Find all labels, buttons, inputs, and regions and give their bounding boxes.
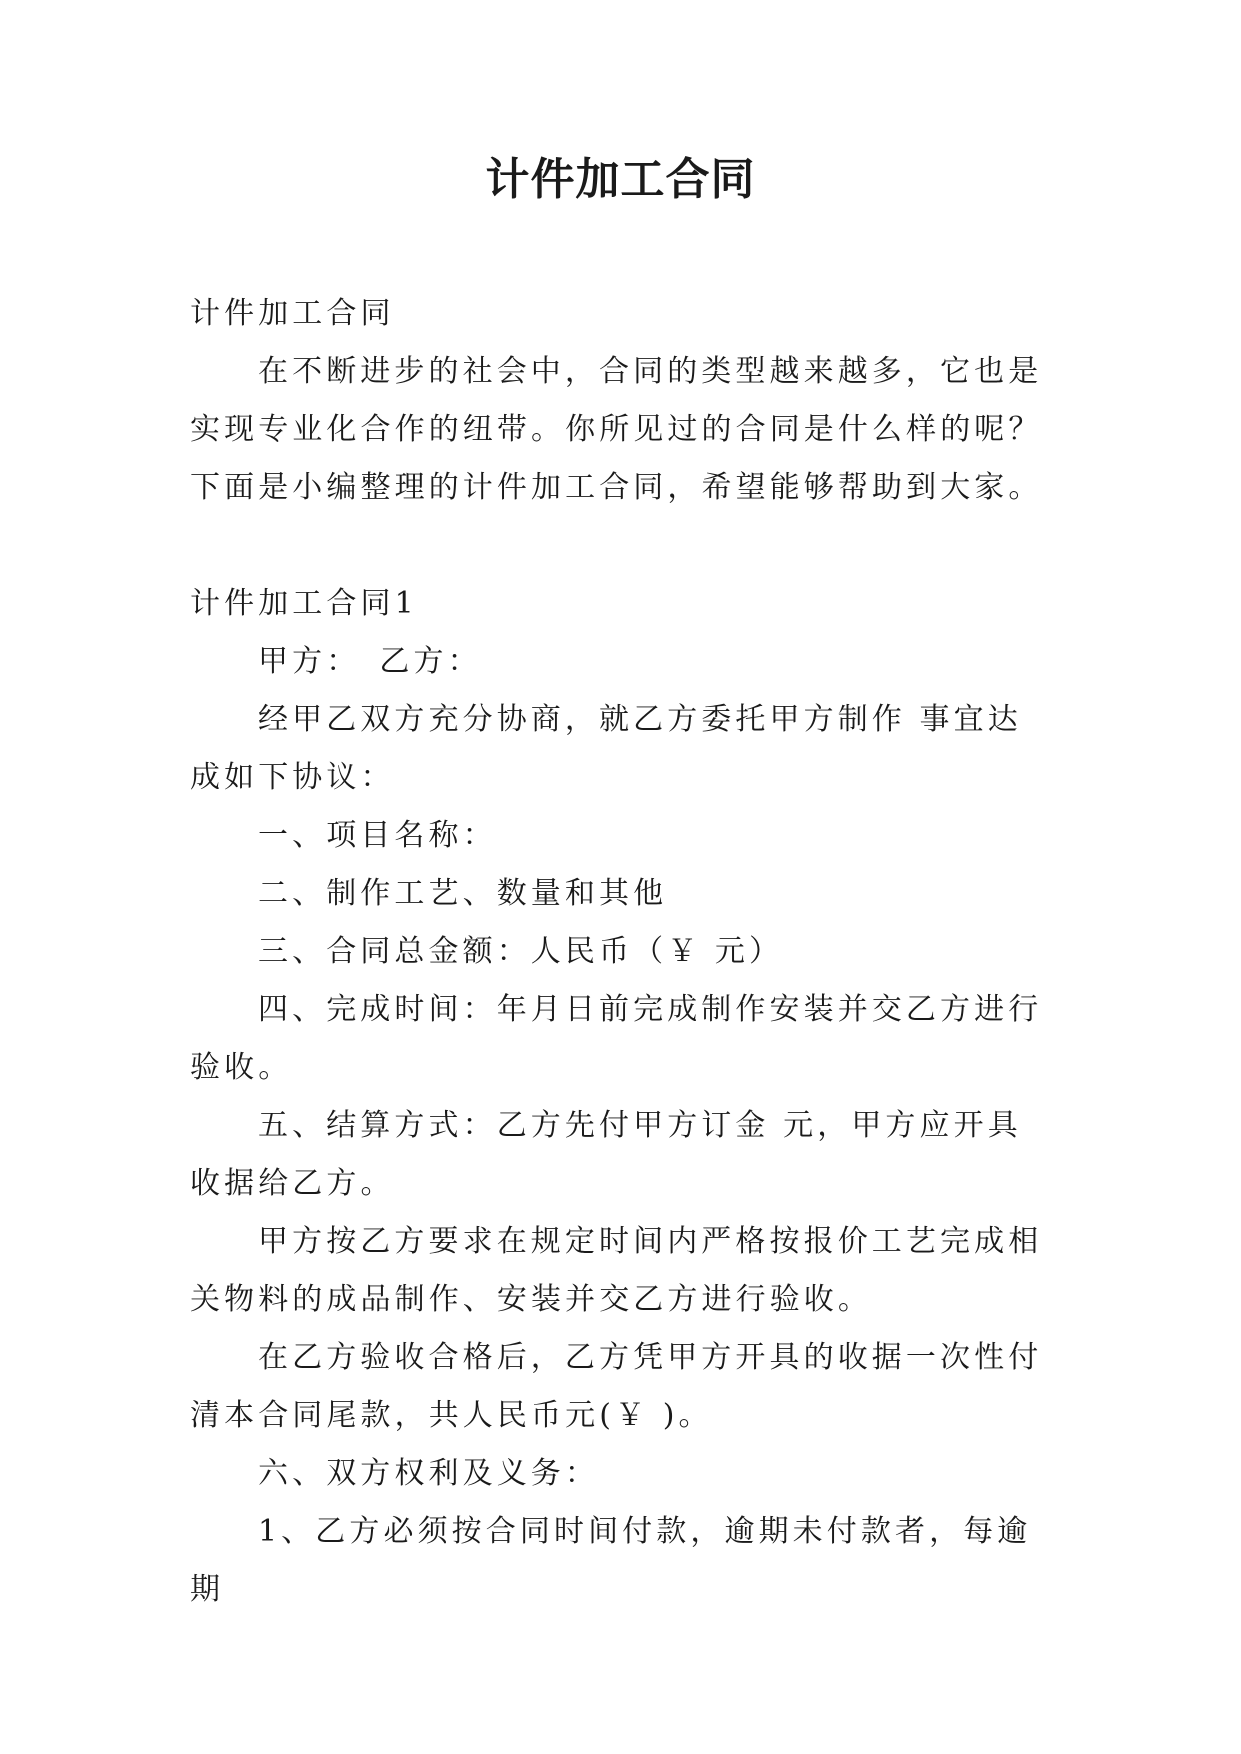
obligation-item-1: 1、乙方必须按合同时间付款，逾期未付款者，每逾期 [190, 1514, 1032, 1607]
contract-heading: 计件加工合同1 [190, 586, 418, 621]
agreement-intro: 经甲乙双方充分协商，就乙方委托甲方制作 事宜达成如下协议： [190, 702, 1022, 795]
settlement-detail-2: 在乙方验收合格后，乙方凭甲方开具的收据一次性付清本合同尾款，共人民币元(￥ )。 [190, 1340, 1043, 1433]
document-title: 计件加工合同 [485, 154, 756, 205]
clause-completion-time: 四、完成时间：年月日前完成制作安装并交乙方进行验收。 [190, 992, 1043, 1085]
document-body [190, 285, 1050, 1619]
clause-project-name: 一、项目名称： [258, 818, 497, 853]
parties-line: 甲方： 乙方： [258, 644, 482, 679]
clause-process: 二、制作工艺、数量和其他 [258, 876, 668, 911]
clause-settlement: 五、结算方式：乙方先付甲方订金 元，甲方应开具收据给乙方。 [190, 1108, 1022, 1201]
clause-total-amount: 三、合同总金额：人民币（￥ 元） [258, 934, 784, 969]
section-heading: 计件加工合同 [190, 296, 395, 331]
clause-rights-obligations: 六、双方权利及义务： [258, 1456, 599, 1491]
intro-paragraph: 在不断进步的社会中，合同的类型越来越多，它也是实现专业化合作的纽带。你所见过的合同是什么样的呢？下面是小编整理的计件加工合同，希望能够帮助到大家。 [190, 354, 1043, 505]
settlement-detail-1: 甲方按乙方要求在规定时间内严格按报价工艺完成相关物料的成品制作、安装并交乙方进行验收。 [190, 1224, 1043, 1317]
